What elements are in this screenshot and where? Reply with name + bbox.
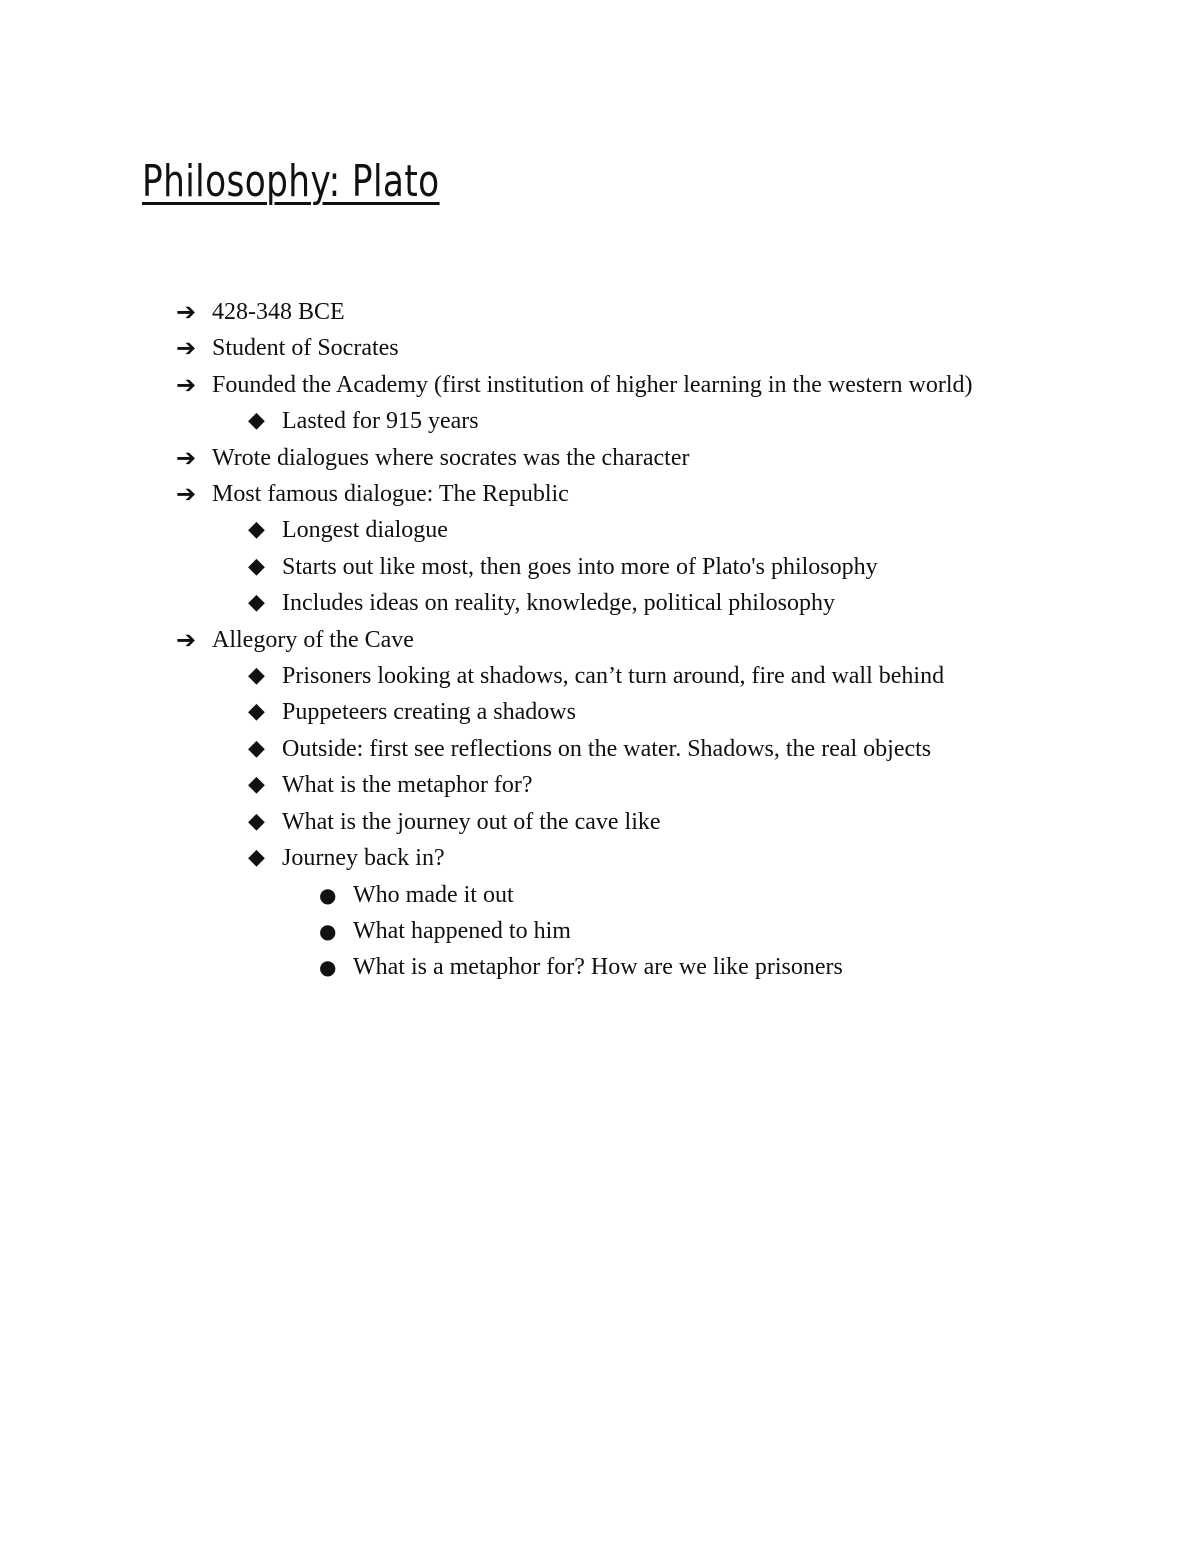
- dot-bullet-icon: ●: [319, 955, 337, 980]
- sub-list-item: [176, 549, 1066, 585]
- sub-list-item: [176, 585, 1066, 621]
- diamond-bullet-icon: ◆: [248, 808, 265, 834]
- arrow-bullet-icon: ➔: [176, 625, 197, 654]
- sub-list-item-text: Outside: first see reflections on the water. Shadows, the real objects: [282, 735, 932, 762]
- diamond-bullet-icon: ◆: [248, 699, 265, 725]
- diamond-bullet-icon: ◆: [248, 735, 265, 761]
- sub-sub-list-item-text: What happened to him: [353, 917, 571, 944]
- sub-sub-list-item: [176, 913, 1066, 949]
- list-item: [176, 367, 1066, 403]
- diamond-bullet-icon: ◆: [248, 590, 265, 616]
- sub-list-item-text: Starts out like most, then goes into more of Plato's philosophy: [282, 553, 878, 580]
- sub-sub-list-item: [176, 877, 1066, 913]
- sub-list-item-text: What is the metaphor for?: [282, 772, 533, 799]
- diamond-bullet-icon: ◆: [248, 553, 265, 579]
- list-item: [176, 476, 1066, 512]
- list-item: [176, 330, 1066, 366]
- diamond-bullet-icon: ◆: [248, 408, 265, 434]
- sub-list-item-text: Journey back in?: [282, 845, 445, 872]
- arrow-bullet-icon: ➔: [176, 443, 197, 472]
- list-item: [176, 622, 1066, 658]
- sub-list-item-text: Includes ideas on reality, knowledge, political philosophy: [282, 590, 835, 617]
- arrow-bullet-icon: ➔: [176, 298, 197, 326]
- sub-list-item: [176, 804, 1066, 840]
- dot-bullet-icon: ●: [319, 918, 337, 943]
- list-item-text: Student of Socrates: [212, 335, 399, 362]
- sub-list-item-text: Lasted for 915 years: [282, 408, 479, 435]
- sub-sub-list-item: [176, 949, 1066, 985]
- list-item-text: 428-348 BCE: [212, 299, 345, 325]
- diamond-bullet-icon: ◆: [248, 663, 265, 689]
- list-item-text: Most famous dialogue: The Republic: [212, 481, 569, 508]
- diamond-bullet-icon: ◆: [248, 772, 265, 798]
- diamond-bullet-icon: ◆: [248, 517, 265, 543]
- sub-list-item: [176, 694, 1066, 730]
- sub-list-item: [176, 840, 1066, 876]
- bullet-list: [176, 294, 1066, 986]
- arrow-bullet-icon: ➔: [176, 480, 197, 509]
- list-item: [176, 440, 1066, 476]
- sub-list-item-text: Longest dialogue: [282, 517, 448, 544]
- list-item-text: Allegory of the Cave: [212, 626, 414, 653]
- sub-sub-list-item-text: What is a metaphor for? How are we like prisoners: [353, 954, 843, 981]
- sub-sub-list-item-text: Who made it out: [353, 881, 514, 908]
- list-item: [176, 294, 1066, 330]
- sub-list-item-text: What is the journey out of the cave like: [282, 808, 661, 835]
- arrow-bullet-icon: ➔: [176, 370, 197, 399]
- diamond-bullet-icon: ◆: [248, 845, 265, 871]
- sub-list-item: [176, 731, 1066, 767]
- sub-list-item: [176, 767, 1066, 803]
- list-item-text: Wrote dialogues where socrates was the character: [212, 444, 690, 471]
- sub-list-item: [176, 658, 1066, 694]
- sub-list-item: [176, 512, 1066, 548]
- sub-list-item: [176, 403, 1066, 439]
- arrow-bullet-icon: ➔: [176, 334, 197, 363]
- sub-list-item-text: Puppeteers creating a shadows: [282, 699, 576, 726]
- sub-list-item-text: Prisoners looking at shadows, can’t turn around, fire and wall behind: [282, 663, 945, 690]
- dot-bullet-icon: ●: [319, 882, 337, 907]
- page-title: Philosophy: Plato: [142, 156, 440, 207]
- list-item-text: Founded the Academy (first institution of higher learning in the western world): [212, 371, 973, 398]
